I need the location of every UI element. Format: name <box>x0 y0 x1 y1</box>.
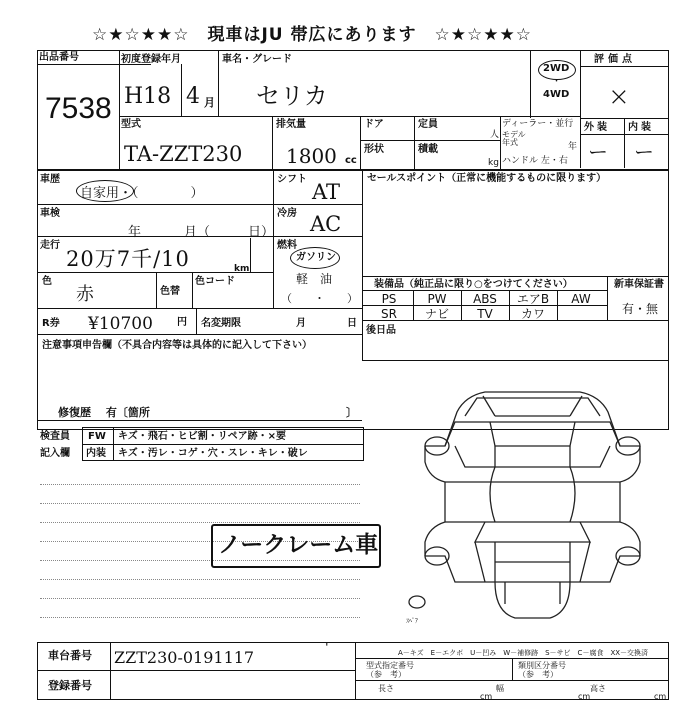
model-label: 型式 <box>121 119 141 130</box>
row-divider-3 <box>362 320 669 321</box>
dealer-label: ディーラー・並行 <box>502 119 574 129</box>
color-value: 赤 <box>76 284 94 305</box>
capacity-label: 定員 <box>418 119 438 130</box>
handle-label: ハンドル 左・右 <box>502 156 568 166</box>
inspector-label-1: 検査員 <box>40 431 70 442</box>
length-unit: cm <box>480 692 493 701</box>
length-label: 長さ <box>378 684 394 693</box>
sales-point-label: セールスポイント（正常に機能するものに限ります） <box>367 173 607 184</box>
warranty-value: 有・無 <box>622 302 659 316</box>
diesel-option: 軽 油 <box>296 272 333 286</box>
mileage-unit: km <box>234 264 250 274</box>
cert-label: 型式指定番号 <box>366 661 414 670</box>
load-label: 積載 <box>418 144 438 155</box>
chassis-mark: ' <box>325 641 329 656</box>
model-year-unit: 年 <box>568 142 578 152</box>
equipment-label: 装備品（純正品に限り○をつけてください） <box>374 279 573 290</box>
interior-label: 内装 <box>628 122 654 133</box>
name-change-month: 月 <box>296 318 306 329</box>
cert-ref: （参 考） <box>366 670 406 679</box>
class-ref: （参 考） <box>518 670 558 679</box>
width-label: 幅 <box>496 684 504 693</box>
width-unit: cm <box>578 692 591 701</box>
exterior-value: ー <box>588 140 608 164</box>
history-label: 車歴 <box>40 174 60 185</box>
aircon-label: 冷房 <box>277 208 297 219</box>
equipment-item: PW <box>427 292 447 306</box>
notes-label: 注意事項申告欄（不具合内容等は具体的に記入して下さい） <box>42 340 312 351</box>
inspection-month: 月（ <box>184 225 211 240</box>
recycle-value: ¥10700 <box>88 314 153 334</box>
height-unit: cm <box>654 692 667 701</box>
equipment-item: エアB <box>516 292 550 306</box>
history-value: 自家用・（ ） <box>80 186 204 201</box>
car-damage-diagram <box>395 382 670 637</box>
repaint-label: 色替 <box>160 286 180 297</box>
lot-number: 7538 <box>45 92 112 125</box>
fuel-label: 燃料 <box>277 240 297 251</box>
first-reg-era: H18 <box>124 84 172 109</box>
shift-label: シフト <box>277 174 307 185</box>
shift-value: AT <box>312 180 341 204</box>
height-label: 高さ <box>590 684 606 693</box>
header-banner: ☆★☆★★☆ 現車はJU 帯広にあります ☆★☆★★☆ <box>92 25 532 45</box>
kg-unit: kg <box>488 158 499 168</box>
mileage-value: 20万7千/10 <box>66 247 190 271</box>
person-unit: 人 <box>490 130 500 140</box>
first-reg-month-unit: 月 <box>204 96 215 109</box>
equipment-item: カワ <box>520 307 545 321</box>
first-reg-month: 4 <box>186 84 200 109</box>
fuel-paren: （ ・ ） <box>281 292 358 305</box>
repair-history-close: 〕 <box>346 406 357 419</box>
recycle-unit: 円 <box>177 317 187 328</box>
displacement-label: 排気量 <box>276 119 306 130</box>
exterior-label: 外装 <box>584 122 610 133</box>
first-reg-label: 初度登録年月 <box>121 54 181 65</box>
model-year-label: モデル年式 <box>502 130 526 147</box>
drive-4wd: 4WD <box>543 89 570 100</box>
inspection-label: 車検 <box>40 208 60 219</box>
drive-2wd: 2WD <box>543 63 570 74</box>
equipment-item: AW <box>571 292 591 306</box>
car-name-label: 車名・グレード <box>222 54 292 65</box>
shape-label: 形状 <box>364 144 384 155</box>
car-name-value: セリカ <box>256 82 328 110</box>
fw-text: キズ・飛石・ヒビ割・リペア跡・×要 <box>118 431 286 442</box>
displacement-unit: cc <box>345 155 357 166</box>
mileage-label: 走行 <box>40 240 60 251</box>
rating-value: × <box>608 82 630 112</box>
warranty-label: 新車保証書 <box>614 279 664 290</box>
equipment-item: ナビ <box>424 307 449 321</box>
damage-legend: A－キズ E－エクボ U－凹み W－補修跡 S－サビ C－腐食 XX－交換済 <box>398 649 649 657</box>
rating-label: 評価点 <box>594 54 636 65</box>
no-claim-text: ノークレーム車 <box>218 532 379 558</box>
registration-label: 登録番号 <box>48 679 92 692</box>
middle-vertical-1 <box>273 170 274 308</box>
inspection-year: 年 <box>128 225 142 240</box>
interior-text: キズ・汚レ・コゲ・穴・スレ・キレ・破レ <box>118 448 308 459</box>
door-label: ドア <box>364 119 384 130</box>
class-label: 類別区分番号 <box>518 661 566 670</box>
equipment-item: ABS <box>473 292 497 306</box>
equipment-item: PS <box>381 292 397 306</box>
equipment-item: TV <box>477 307 493 321</box>
displacement-value: 1800 <box>286 144 337 168</box>
color-label: 色 <box>42 276 52 287</box>
mirror-mark: ｽﾍﾟｱ <box>406 618 419 625</box>
model-value: TA-ZZT230 <box>124 142 243 166</box>
gasoline-option: ガソリン <box>296 252 336 263</box>
chassis-label: 車台番号 <box>48 649 92 662</box>
name-change-label: 名変期限 <box>201 318 241 329</box>
inspector-label-2: 記入欄 <box>40 448 70 459</box>
middle-vertical-2 <box>362 170 363 360</box>
inspection-day: 日） <box>248 225 275 240</box>
name-change-day: 日 <box>347 318 357 329</box>
interior-check-label: 内装 <box>86 448 106 459</box>
rear-seat-label: 後日品 <box>366 325 396 336</box>
drive-dot: ・ <box>552 77 562 87</box>
interior-value: ー <box>634 140 654 164</box>
equipment-item: SR <box>381 307 397 321</box>
repair-history-label: 修復歴 有〔箇所 <box>58 406 150 419</box>
recycle-label: R券 <box>42 318 60 329</box>
lot-label: 出品番号 <box>39 52 79 63</box>
color-code-label: 色コード <box>195 276 235 287</box>
row-divider-1 <box>119 116 580 117</box>
fw-label: FW <box>88 431 106 442</box>
aircon-value: AC <box>310 212 342 236</box>
chassis-value: ZZT230-0191117 <box>114 648 255 667</box>
